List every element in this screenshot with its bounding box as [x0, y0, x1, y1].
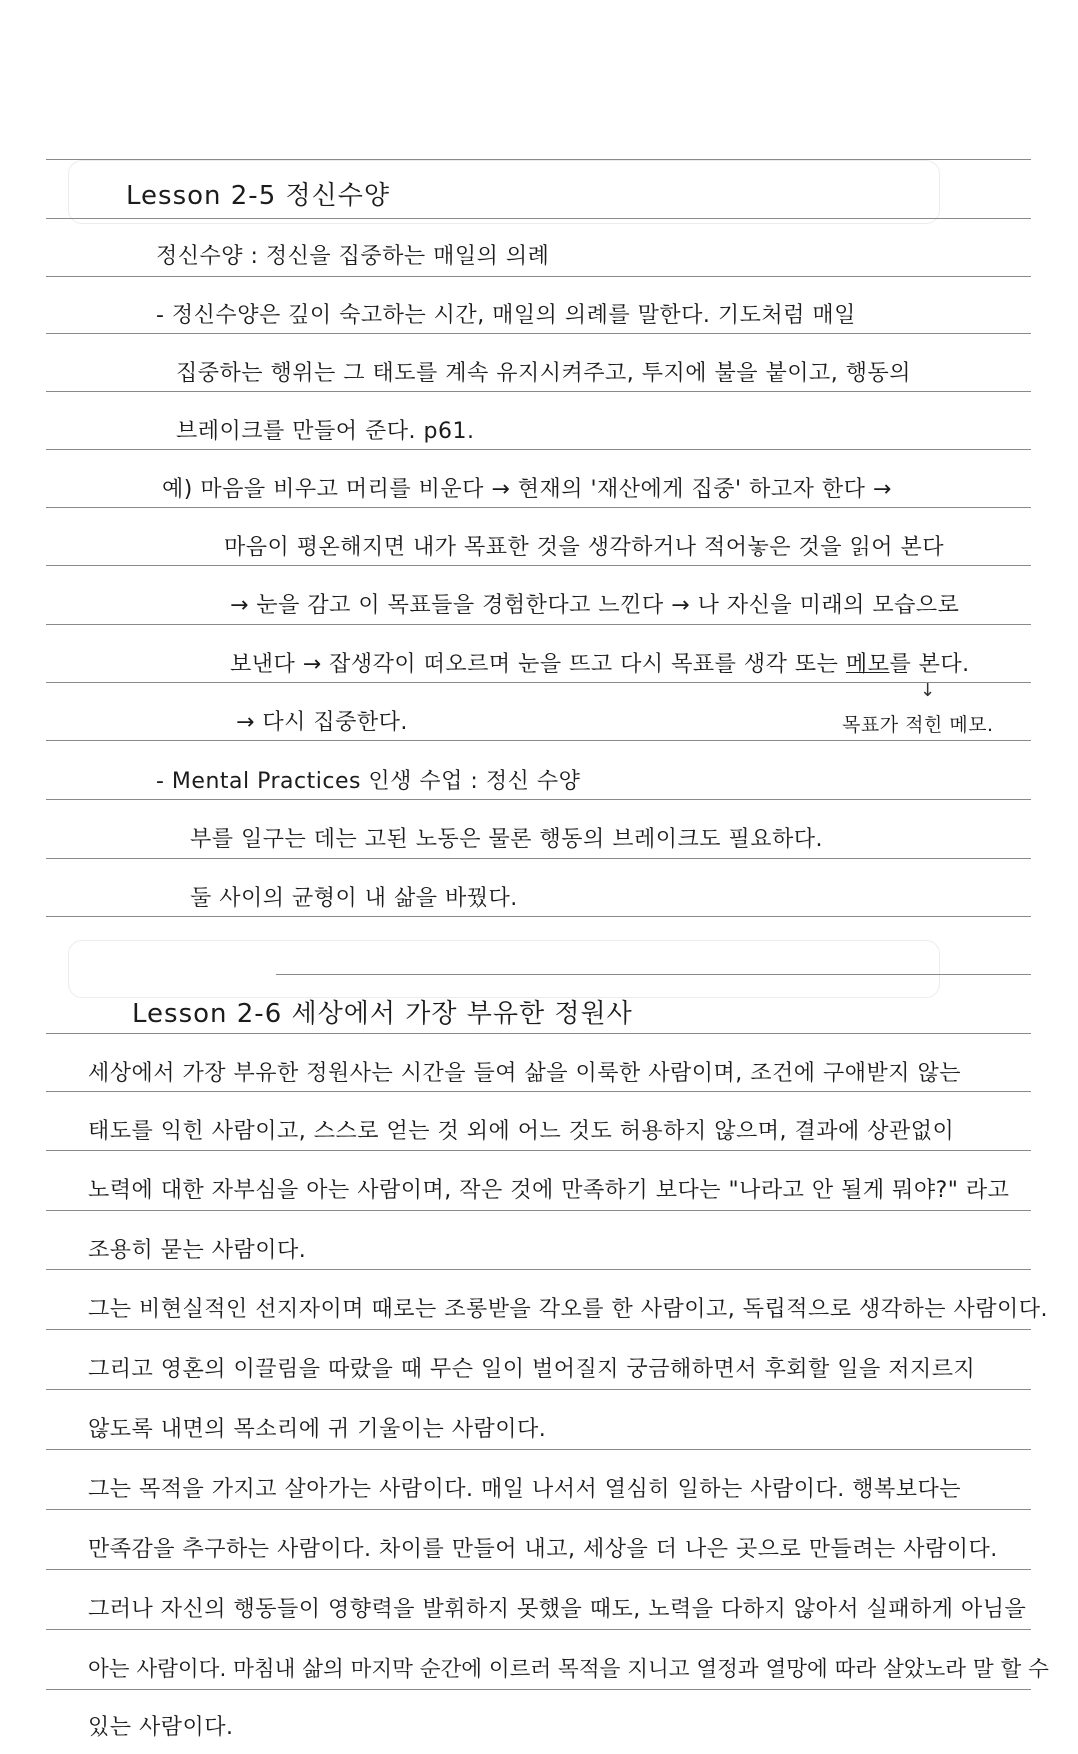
ruled-line: [46, 1091, 1031, 1092]
ruled-line: [46, 391, 1031, 392]
paragraph-line: 아는 사람이다. 마침내 삶의 마지막 순간에 이르러 목적을 지니고 열정과 열망에 따라 살았노라 말 할 수: [88, 1657, 1049, 1682]
ruled-line: [46, 159, 1031, 160]
memo-word: 메모: [845, 652, 890, 677]
example-line: → 다시 집중한다.: [236, 710, 408, 735]
lesson-2-6-heading: Lesson 2-6 세상에서 가장 부유한 정원사: [132, 999, 633, 1029]
paragraph-line: 만족감을 추구하는 사람이다. 차이를 만들어 내고, 세상을 더 나은 곳으로 만들려는 사람이다.: [88, 1537, 998, 1562]
ruled-line: [46, 682, 1031, 683]
ruled-line: [46, 740, 1031, 741]
paragraph-line: 그는 비현실적인 선지자이며 때로는 조롱받을 각오를 한 사람이고, 독립적으로 생각하는 사람이다.: [88, 1297, 1049, 1322]
paragraph-line: 그러나 자신의 행동들이 영향력을 발휘하지 못했을 때도, 노력을 다하지 않아서 실패하게 아님을: [88, 1597, 1027, 1622]
ruled-line: [46, 507, 1031, 508]
ruled-line: [46, 624, 1031, 625]
ruled-line: [46, 799, 1031, 800]
ruled-line: [46, 858, 1031, 859]
paragraph-line: 있는 사람이다.: [88, 1715, 234, 1740]
example-line: 마음이 평온해지면 내가 목표한 것을 생각하거나 적어놓은 것을 읽어 본다: [224, 535, 945, 560]
note-line: - Mental Practices 인생 수업 : 정신 수양: [156, 769, 581, 794]
ruled-line: [46, 565, 1031, 566]
ruled-line: [46, 333, 1031, 334]
lesson-2-5-heading: Lesson 2-5 정신수양: [126, 181, 390, 211]
ruled-line: [46, 1509, 1031, 1510]
ruled-line: [46, 1269, 1031, 1270]
note-line: - 정신수양은 깊이 숙고하는 시간, 매일의 의례를 말한다. 기도처럼 매일: [156, 303, 856, 328]
ruled-line: [46, 218, 1031, 219]
note-line: 브레이크를 만들어 준다. p61.: [176, 419, 475, 444]
ruled-line: [46, 1329, 1031, 1330]
ruled-line: [46, 1629, 1031, 1630]
ruled-line: [46, 1569, 1031, 1570]
example-line: 예) 마음을 비우고 머리를 비운다 → 현재의 '재산에게 집중' 하고자 한다 →: [162, 477, 892, 502]
ruled-line: [46, 1033, 1031, 1034]
memo-arrow-icon: ↓: [920, 680, 936, 701]
example-text: 보낸다 → 잡생각이 떠오르며 눈을 뜨고 다시 목표를 생각 또는: [230, 652, 846, 677]
ruled-line: [46, 1689, 1031, 1690]
ruled-line: [46, 449, 1031, 450]
paragraph-line: 노력에 대한 자부심을 아는 사람이며, 작은 것에 만족하기 보다는 "나라고 안 될게 뭐야?" 라고: [88, 1178, 1010, 1203]
note-line: 둘 사이의 균형이 내 삶을 바꿨다.: [190, 886, 518, 911]
paragraph-line: 그는 목적을 가지고 살아가는 사람이다. 매일 나서서 열심히 일하는 사람이다. 행복보다는: [88, 1477, 961, 1502]
memo-note: 목표가 적힌 메모.: [842, 714, 994, 736]
bleed-through-mark: [68, 940, 940, 998]
example-line: → 눈을 감고 이 목표들을 경험한다고 느낀다 → 나 자신을 미래의 모습으로: [230, 593, 960, 618]
definition-line: 정신수양 : 정신을 집중하는 매일의 의례: [156, 244, 550, 269]
ruled-line: [46, 276, 1031, 277]
paragraph-line: 않도록 내면의 목소리에 귀 기울이는 사람이다.: [88, 1417, 547, 1442]
paragraph-line: 그리고 영혼의 이끌림을 따랐을 때 무슨 일이 벌어질지 궁금해하면서 후회할 일을 저지르지: [88, 1357, 976, 1382]
ruled-line: [46, 1449, 1031, 1450]
example-text: 를 본다.: [889, 652, 970, 677]
note-line: 집중하는 행위는 그 태도를 계속 유지시켜주고, 투지에 불을 붙이고, 행동의: [176, 361, 911, 386]
ruled-line: [46, 916, 1031, 917]
paragraph-line: 세상에서 가장 부유한 정원사는 시간을 들여 삶을 이룩한 사람이며, 조건에 구애받지 않는: [88, 1061, 961, 1086]
ruled-line: [46, 1150, 1031, 1151]
ruled-line: [46, 1389, 1031, 1390]
ruled-line: [276, 974, 1031, 975]
paragraph-line: 태도를 익힌 사람이고, 스스로 얻는 것 외에 어느 것도 허용하지 않으며, 결과에 상관없이: [88, 1119, 955, 1144]
example-line: [230, 651, 970, 679]
ruled-line: [46, 1210, 1031, 1211]
note-line: 부를 일구는 데는 고된 노동은 물론 행동의 브레이크도 필요하다.: [190, 827, 823, 852]
paragraph-line: 조용히 묻는 사람이다.: [88, 1238, 307, 1263]
